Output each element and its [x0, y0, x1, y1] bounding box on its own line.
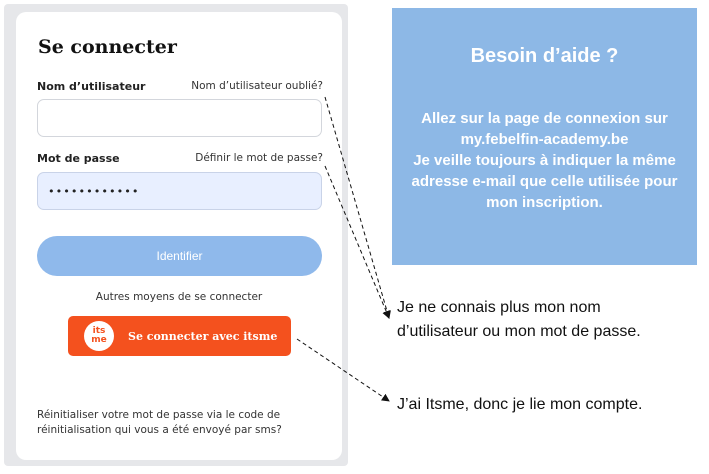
itsme-annotation: J’ai Itsme, donc je lie mon compte.	[397, 396, 643, 413]
help-body	[392, 108, 697, 213]
username-input[interactable]	[37, 99, 322, 137]
password-label: Mot de passe	[37, 152, 120, 165]
itsme-button-label: Se connecter avec itsme	[128, 329, 278, 343]
help-box	[392, 8, 697, 265]
sms-reset-line-2: réinitialisation qui vous a été envoyé par sms?	[37, 424, 282, 436]
itsme-login-button[interactable]	[68, 316, 291, 356]
help-line-1: Allez sur la page de connexion sur	[421, 110, 668, 127]
forgot-annotation	[397, 296, 641, 344]
itsme-logo-icon	[84, 321, 114, 351]
help-line-4: adresse e-mail que celle utilisée pour	[411, 173, 678, 190]
forgot-username-link[interactable]: Nom d’utilisateur oublié?	[191, 80, 323, 92]
itsme-logo-its: its	[92, 326, 106, 336]
forgot-annotation-line-1: Je ne connais plus mon nom	[397, 299, 601, 316]
identify-button[interactable]: Identifier	[37, 236, 322, 276]
itsme-logo-me: me	[91, 335, 107, 345]
forgot-annotation-line-2: d’utilisateur ou mon mot de passe.	[397, 323, 641, 340]
help-line-2: my.febelfin-academy.be	[460, 131, 629, 148]
username-label: Nom d’utilisateur	[37, 80, 146, 93]
login-card	[16, 12, 342, 460]
sms-reset-link[interactable]	[37, 408, 327, 438]
alt-methods-label: Autres moyens de se connecter	[95, 291, 263, 303]
help-title: Besoin d’aide ?	[470, 45, 619, 67]
login-title: Se connecter	[38, 36, 177, 58]
password-input[interactable]	[37, 172, 322, 210]
define-password-link[interactable]: Définir le mot de passe?	[195, 152, 323, 164]
sms-reset-line-1: Réinitialiser votre mot de passe via le code de	[37, 409, 281, 421]
help-line-3: Je veille toujours à indiquer la même	[413, 152, 676, 169]
help-line-5: mon inscription.	[486, 194, 603, 211]
